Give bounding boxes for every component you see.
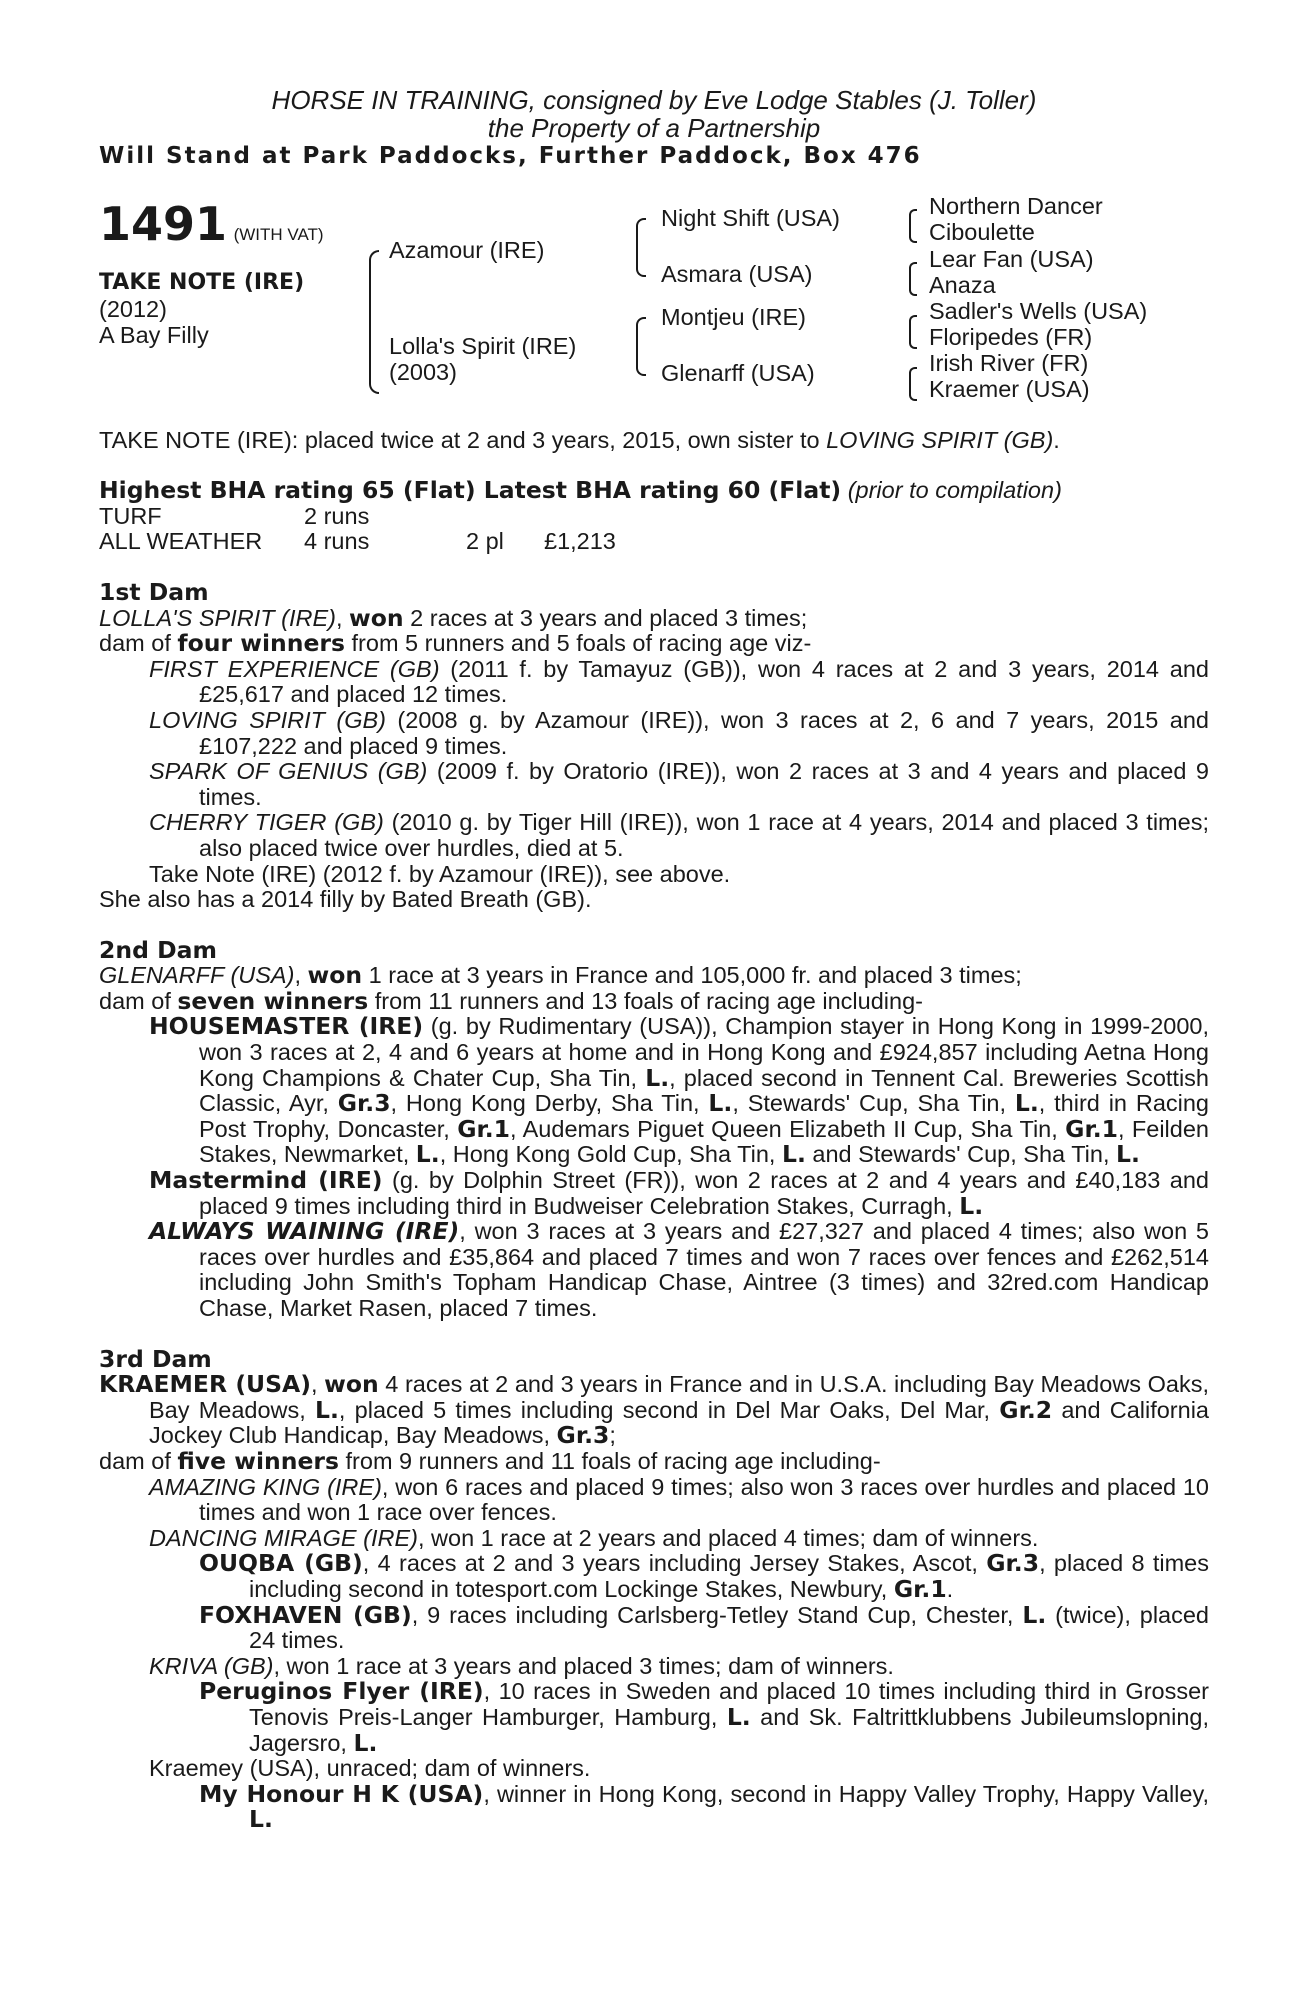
g-bracket-4	[909, 367, 917, 401]
g-bracket-1	[909, 209, 917, 243]
aw-placed: 2 pl	[466, 528, 504, 555]
progeny-entry: ALWAYS WAINING (IRE), won 3 races at 3 years and £27,327 and placed 4 times; also won 5 races over hurdles and £35,864 and placed 7 times and won 7 races over fences and £262,514 including John Smith's Topham Handicap Chase, Aintree (3 times) and 32red.com Handicap Chase, Market Rasen, placed 7 times.	[149, 1217, 1209, 1321]
turf-runs: 2 runs	[304, 502, 370, 529]
dam-produce: dam of seven winners from 11 runners and 13 foals of racing age including-	[99, 986, 923, 1015]
progeny-entry: AMAZING KING (IRE), won 6 races and placed 9 times; also won 3 races over hurdles and placed 10 times and won 1 race over fences.	[149, 1473, 1210, 1526]
dam-produce: dam of four winners from 5 runners and 5 foals of racing age viz-	[99, 629, 812, 658]
third-dam-heading: 3rd Dam	[99, 1344, 212, 1373]
vat-note: (WITH VAT)	[233, 224, 324, 244]
lot-number: 1491	[99, 196, 228, 251]
aw-runs: 4 runs	[304, 528, 370, 555]
third-dam-section	[99, 1344, 1210, 1834]
g-bracket-2	[909, 262, 917, 296]
progeny-entry: KRIVA (GB), won 1 race at 3 years and placed 3 times; dam of winners.	[149, 1652, 894, 1679]
grandprogeny-entry: OUQBA (GB), 4 races at 2 and 3 years including Jersey Stakes, Ascot, Gr.3, placed 8 times including second in totesport.com Lockinge Stakes, Newbury, Gr.1.	[199, 1549, 1209, 1603]
grandprogeny-entry: My Honour H K (USA), winner in Hong Kong, second in Happy Valley Trophy, Happy Valley, L.	[199, 1779, 1209, 1834]
g-bracket-3	[909, 315, 917, 349]
granddam-2: Anaza	[929, 271, 996, 298]
horse-description: A Bay Filly	[99, 321, 209, 348]
grandprogeny-entry: FOXHAVEN (GB), 9 races including Carlsberg-Tetley Stand Cup, Chester, L. (twice), placed 24 times.	[199, 1600, 1210, 1654]
second-dam-heading: 2nd Dam	[99, 935, 217, 964]
progeny-entry: CHERRY TIGER (GB) (2010 g. by Tiger Hill (IRE)), won 1 race at 4 years, 2014 and placed 3 times; also placed twice over hurdles, died at 5.	[149, 809, 1209, 861]
dam-record: LOLLA'S SPIRIT (IRE), won 2 races at 3 years and placed 3 times;	[99, 603, 808, 632]
foaling-year: (2012)	[99, 295, 167, 322]
catalogue-page	[99, 86, 1209, 1833]
progeny-entry: Mastermind (IRE) (g. by Dolphin Street (FR)), won 2 races at 2 and 4 years and £40,183 and placed 9 times including third in Budweiser Celebration Stakes, Curragh, L.	[149, 1166, 1209, 1220]
progeny-entry: DANCING MIRAGE (IRE), won 1 race at 2 years and placed 4 times; dam of winners.	[149, 1524, 1039, 1551]
sire: Azamour (IRE)	[389, 236, 545, 263]
turf-label: TURF	[99, 502, 162, 529]
dam-bracket	[636, 317, 646, 376]
grandprogeny-entry: Peruginos Flyer (IRE), 10 races in Sweden and placed 10 times including third in Grosser Tenovis Preis-Langer Hamburger, Hamburg, L. and Sk. Faltrittklubbens Jubileumslopning, Jagersro, L.	[199, 1677, 1209, 1757]
summary-line: TAKE NOTE (IRE): placed twice at 2 and 3 years, 2015, own sister to LOVING SPIRIT (GB).	[99, 426, 1060, 453]
dam-sire: Montjeu (IRE)	[661, 303, 806, 330]
rating-section	[99, 478, 1209, 555]
aw-label: ALL WEATHER	[99, 528, 263, 555]
granddam-3: Floripedes (FR)	[929, 323, 1093, 350]
progeny-entry: HOUSEMASTER (IRE) (g. by Rudimentary (USA)), Champion stayer in Hong Kong in 1999-2000, won 3 races at 2, 4 and 6 years at home and in Hong Kong and £924,857 including Aetna Hong Kong Champions & Chater Cup, Sha Tin, L., placed second in Tennent Cal. Breweries Scottish Classic, Ayr, Gr.3, Hong Kong Derby, Sha Tin, L., Stewards' Cup, Sha Tin, L., third in Racing Post Trophy, Doncaster, Gr.1, Audemars Piguet Queen Elizabeth II Cup, Sha Tin, Gr.1, Feilden Stakes, Newmarket, L., Hong Kong Gold Cup, Sha Tin, L. and Stewards' Cup, Sha Tin, L.	[149, 1012, 1210, 1169]
sire-bracket	[636, 218, 646, 277]
consignor-line: HORSE IN TRAINING, consigned by Eve Lodge Stables (J. Toller)	[271, 85, 1037, 115]
progeny-entry: Kraemey (USA), unraced; dam of winners.	[149, 1755, 591, 1782]
progeny-entry: SPARK OF GENIUS (GB) (2009 f. by Oratorio (IRE)), won 2 races at 3 and 4 years and placed 9 times.	[149, 758, 1209, 810]
dam-produce: dam of five winners from 9 runners and 11 foals of racing age including-	[99, 1446, 881, 1475]
dam-dam: Glenarff (USA)	[661, 359, 815, 386]
sire-sire: Night Shift (USA)	[661, 204, 840, 231]
grandsire-3: Sadler's Wells (USA)	[929, 297, 1148, 324]
property-line: the Property of a Partnership	[487, 113, 821, 143]
pedigree-block	[99, 192, 1209, 422]
first-dam-heading: 1st Dam	[99, 577, 209, 606]
progeny-entry: Take Note (IRE) (2012 f. by Azamour (IRE)), see above.	[149, 860, 731, 887]
dam-record: GLENARFF (USA), won 1 race at 3 years in France and 105,000 fr. and placed 3 times;	[99, 961, 1022, 990]
grandsire-1: Northern Dancer	[929, 192, 1103, 219]
location-line: Will Stand at Park Paddocks, Further Paddock, Box 476	[99, 143, 922, 169]
grandsire-4: Irish River (FR)	[929, 349, 1089, 376]
rating-note: (prior to compilation)	[847, 477, 1062, 504]
second-dam-section	[99, 935, 1210, 1322]
bha-rating: Highest BHA rating 65 (Flat) Latest BHA rating 60 (Flat)	[99, 476, 842, 505]
sire-dam: Asmara (USA)	[661, 260, 813, 287]
granddam-4: Kraemer (USA)	[929, 375, 1090, 402]
dam: Lolla's Spirit (IRE)	[389, 332, 577, 359]
progeny-entry: LOVING SPIRIT (GB) (2008 g. by Azamour (IRE)), won 3 races at 2, 6 and 7 years, 2015 and £107,222 and placed 9 times.	[149, 706, 1209, 759]
aw-money: £1,213	[544, 528, 616, 555]
first-dam-section	[99, 577, 1209, 913]
dam-record: KRAEMER (USA), won 4 races at 2 and 3 years in France and in U.S.A. including Bay Meadows Oaks, Bay Meadows, L., placed 5 times including second in Del Mar Oaks, Del Mar, Gr.2 and California Jockey Club Handicap, Bay Meadows, Gr.3;	[99, 1370, 1210, 1450]
granddam-1: Ciboulette	[929, 218, 1035, 245]
horse-name: TAKE NOTE (IRE)	[99, 269, 305, 295]
pedigree-bracket	[369, 250, 379, 394]
dam-note: She also has a 2014 filly by Bated Breath (GB).	[99, 886, 592, 913]
progeny-entry: FIRST EXPERIENCE (GB) (2011 f. by Tamayuz (GB)), won 4 races at 2 and 3 years, 2014 and £25,617 and placed 12 times.	[149, 655, 1209, 708]
grandsire-2: Lear Fan (USA)	[929, 245, 1094, 272]
dam-year: (2003)	[389, 358, 457, 385]
